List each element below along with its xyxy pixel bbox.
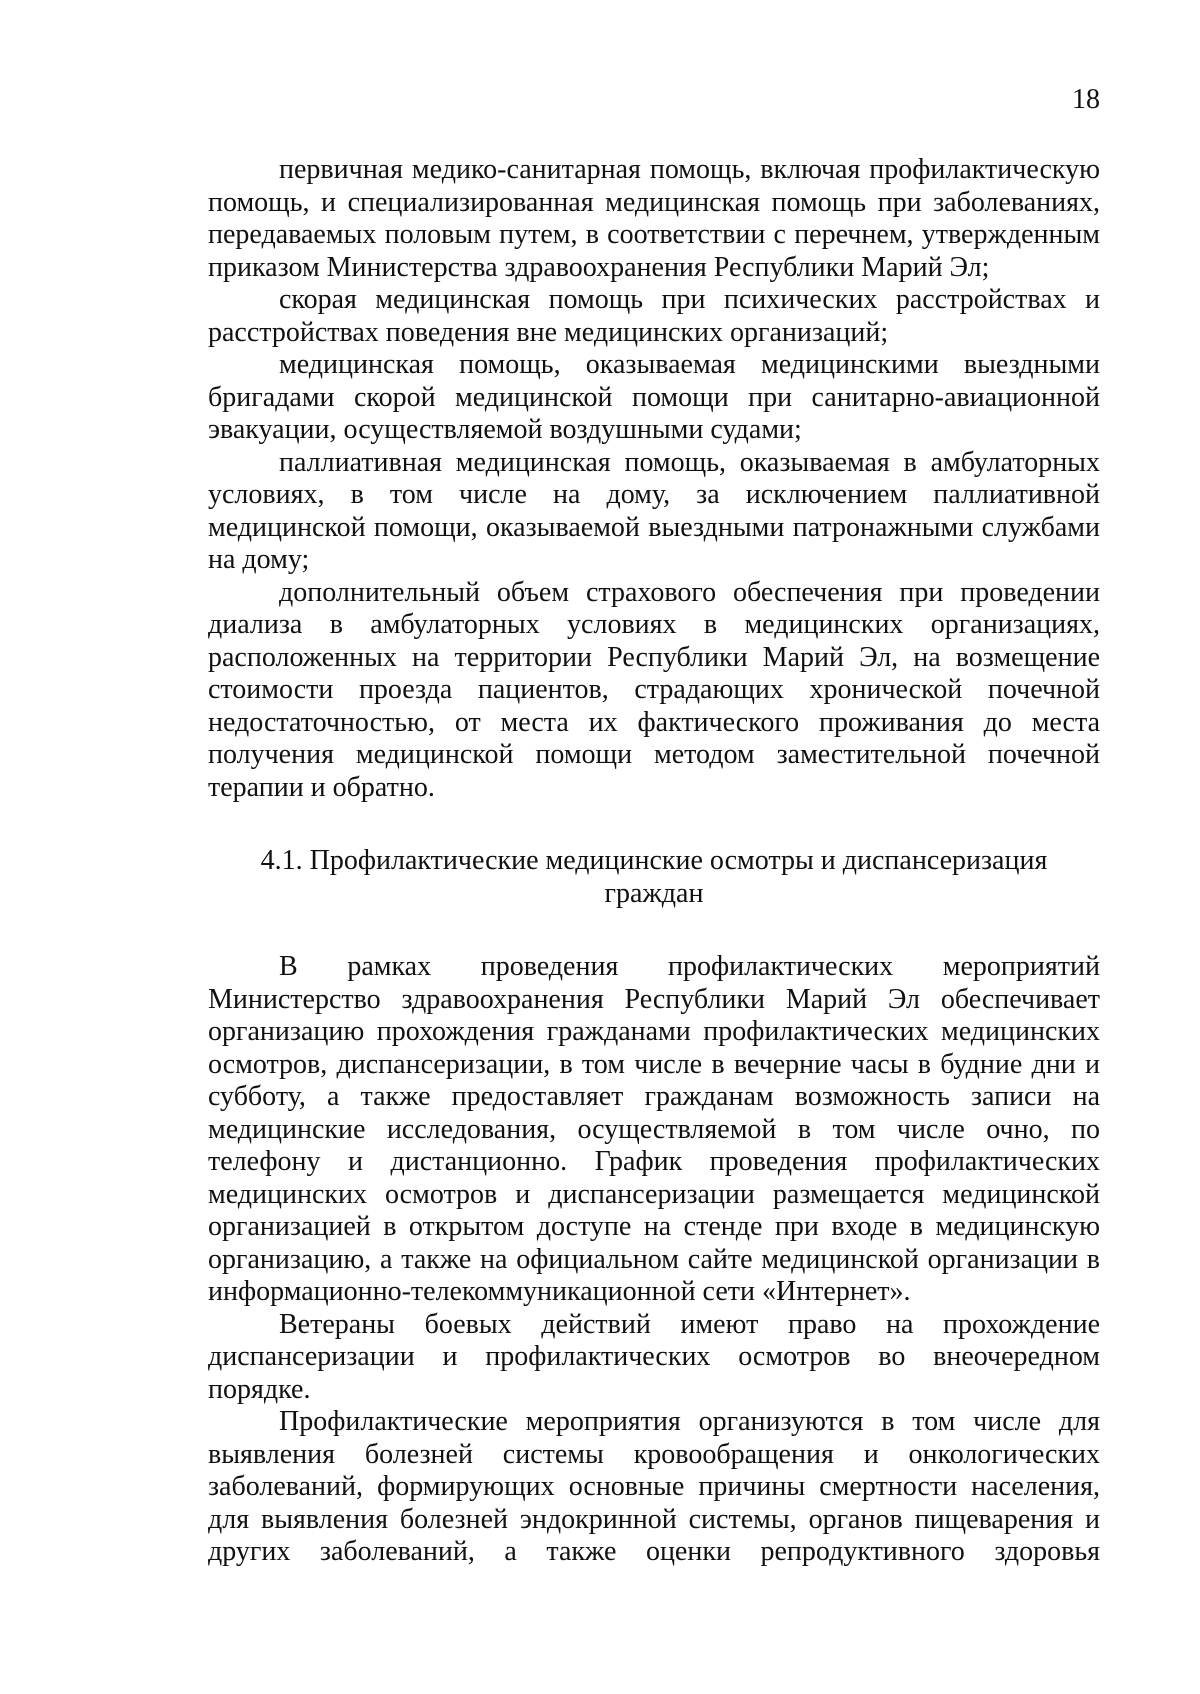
paragraph-preventive-measures: В рамках проведения профилактических мероприятий Министерство здравоохранения Республики Марий Эл обеспечивает организацию прохождения гражданами профилактических медицинских осмотров, диспансеризации, в том числе в вечерние часы в будние дни и субботу, а также предоставляет гражданам возможность записи на медицинские исследования, осуществляемой в том числе очно, по телефону и дистанционно. График проведения профилактических медицинских осмотров и диспансеризации размещается медицинской организацией в открытом доступе на стенде при входе в медицинскую организацию, а также на официальном сайте медицинской организации в информационно-телекоммуникационной сети «Интернет». (208, 951, 1100, 1307)
section-heading-line2: граждан (604, 877, 704, 909)
paragraph-preventive-goals: Профилактические мероприятия организуются в том числе для выявления болезней системы кровообращения и онкологических заболеваний, формирующих основные причины смертности населения, для выявления болезней эндокринной системы, органов пищеварения и других заболеваний, а также оценки репродуктивного здоровья (208, 1406, 1100, 1567)
page-number: 18 (1072, 84, 1100, 115)
document-body (208, 154, 1100, 1569)
paragraph-veterans: Ветераны боевых действий имеют право на прохождение диспансеризации и профилактических осмотров во внеочередном порядке. (208, 1308, 1100, 1405)
section-heading (208, 845, 1100, 910)
paragraph-air-evacuation: медицинская помощь, оказываемая медицинскими выездными бригадами скорой медицинской помощи при санитарно-авиационной эвакуации, осуществляемой воздушными судами; (208, 349, 1100, 445)
paragraph-dialysis: дополнительный объем страхового обеспечения при проведении диализа в амбулаторных условиях в медицинских организациях, расположенных на территории Республики Марий Эл, на возмещение стоимости проезда пациентов, страдающих хронической почечной недостаточностью, от места их фактического проживания до места получения медицинской помощи методом заместительной почечной терапии и обратно. (208, 576, 1100, 803)
paragraph-palliative: паллиативная медицинская помощь, оказываемая в амбулаторных условиях, в том числе на дому, за исключением паллиативной медицинской помощи, оказываемой выездными патронажными службами на дому; (208, 446, 1100, 575)
paragraph-primary-care: первичная медико-санитарная помощь, включая профилактическую помощь, и специализированная медицинская помощь при заболеваниях, передаваемых половым путем, в соответствии с перечнем, утвержденным приказом Министерства здравоохранения Республики Марий Эл; (208, 154, 1100, 283)
section-heading-line1: 4.1. Профилактические медицинские осмотры и диспансеризация (260, 845, 1048, 876)
paragraph-emergency-psychiatric: скорая медицинская помощь при психических расстройствах и расстройствах поведения вне медицинских организаций; (208, 284, 1100, 348)
